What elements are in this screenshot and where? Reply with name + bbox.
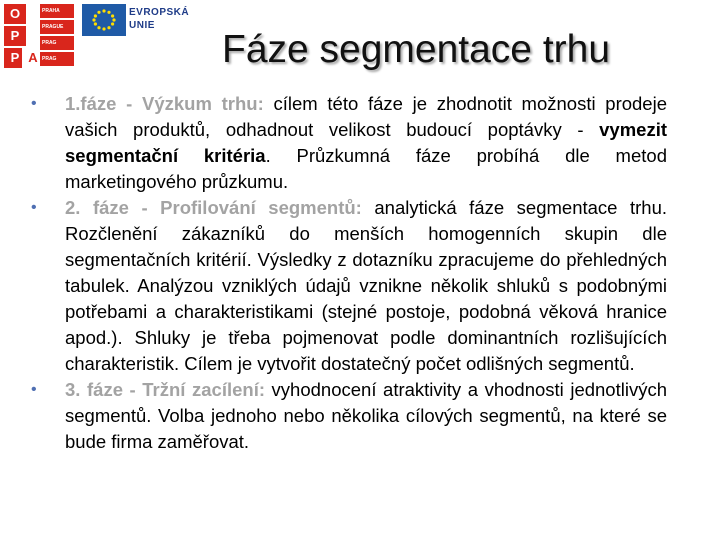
list-item <box>31 195 667 377</box>
phase-heading: 3. fáze - Tržní zacílení: <box>65 379 265 400</box>
prague-line: PRAHA <box>40 4 74 18</box>
phase-strong: vymezit segmentační kritéria <box>65 119 667 166</box>
oppa-letter: A <box>22 48 44 68</box>
item-text <box>65 195 667 377</box>
bullet-icon: • <box>31 95 37 112</box>
bullet-icon: • <box>31 381 37 398</box>
bullet-icon: • <box>31 199 37 216</box>
page-title: Fáze segmentace trhu <box>222 28 611 71</box>
prague-line: PRAGUE <box>40 20 74 34</box>
phase-text: analytická fáze segmentace trhu. Rozčlenění zákazníků do menších homogenních skupin dle segmentačních kritérií. Výsledky z dotazníku zpracujeme do přehledných tabulek. Analýzou vzniklých údajů vznikne několik shluků s podobnými potřebami a charakteristikami (stejné postoje, podobná věková hranice apod.). Shluky je třeba pojmenovat podle dominantních rozlišujících charakteristik. Cílem je vytvořit dostatečný počet odlišných segmentů. <box>65 197 667 374</box>
item-text <box>65 377 667 455</box>
phase-text-end: . Průzkumná fáze probíhá dle metod marketingového průzkumu. <box>65 145 667 192</box>
list-item <box>31 377 667 455</box>
prague-line: PRAG <box>40 52 74 66</box>
eu-flag-icon <box>82 4 126 36</box>
phase-text: vyhodnocení atraktivity a vhodnosti jednotlivých segmentů. Volba jednoho nebo několika cílových segmentů, na které se bude firma zaměřovat. <box>65 379 667 452</box>
eu-text: EVROPSKÁ UNIE <box>129 7 190 31</box>
slide-content <box>31 91 667 455</box>
prague-line: PRAG <box>40 36 74 50</box>
list-item <box>31 91 667 195</box>
item-text <box>65 91 667 195</box>
phase-text: cílem této fáze je zhodnotit možnosti prodeje vašich produktů, odhadnout velikost budoucí poptávky - <box>65 93 667 140</box>
oppa-letter: P <box>4 48 26 68</box>
prague-logo <box>40 4 74 72</box>
oppa-letter: O <box>4 4 26 24</box>
oppa-letter: P <box>4 26 26 46</box>
phase-heading: 1.fáze - Výzkum trhu: <box>65 93 264 114</box>
phase-heading: 2. fáze - Profilování segmentů: <box>65 197 362 218</box>
